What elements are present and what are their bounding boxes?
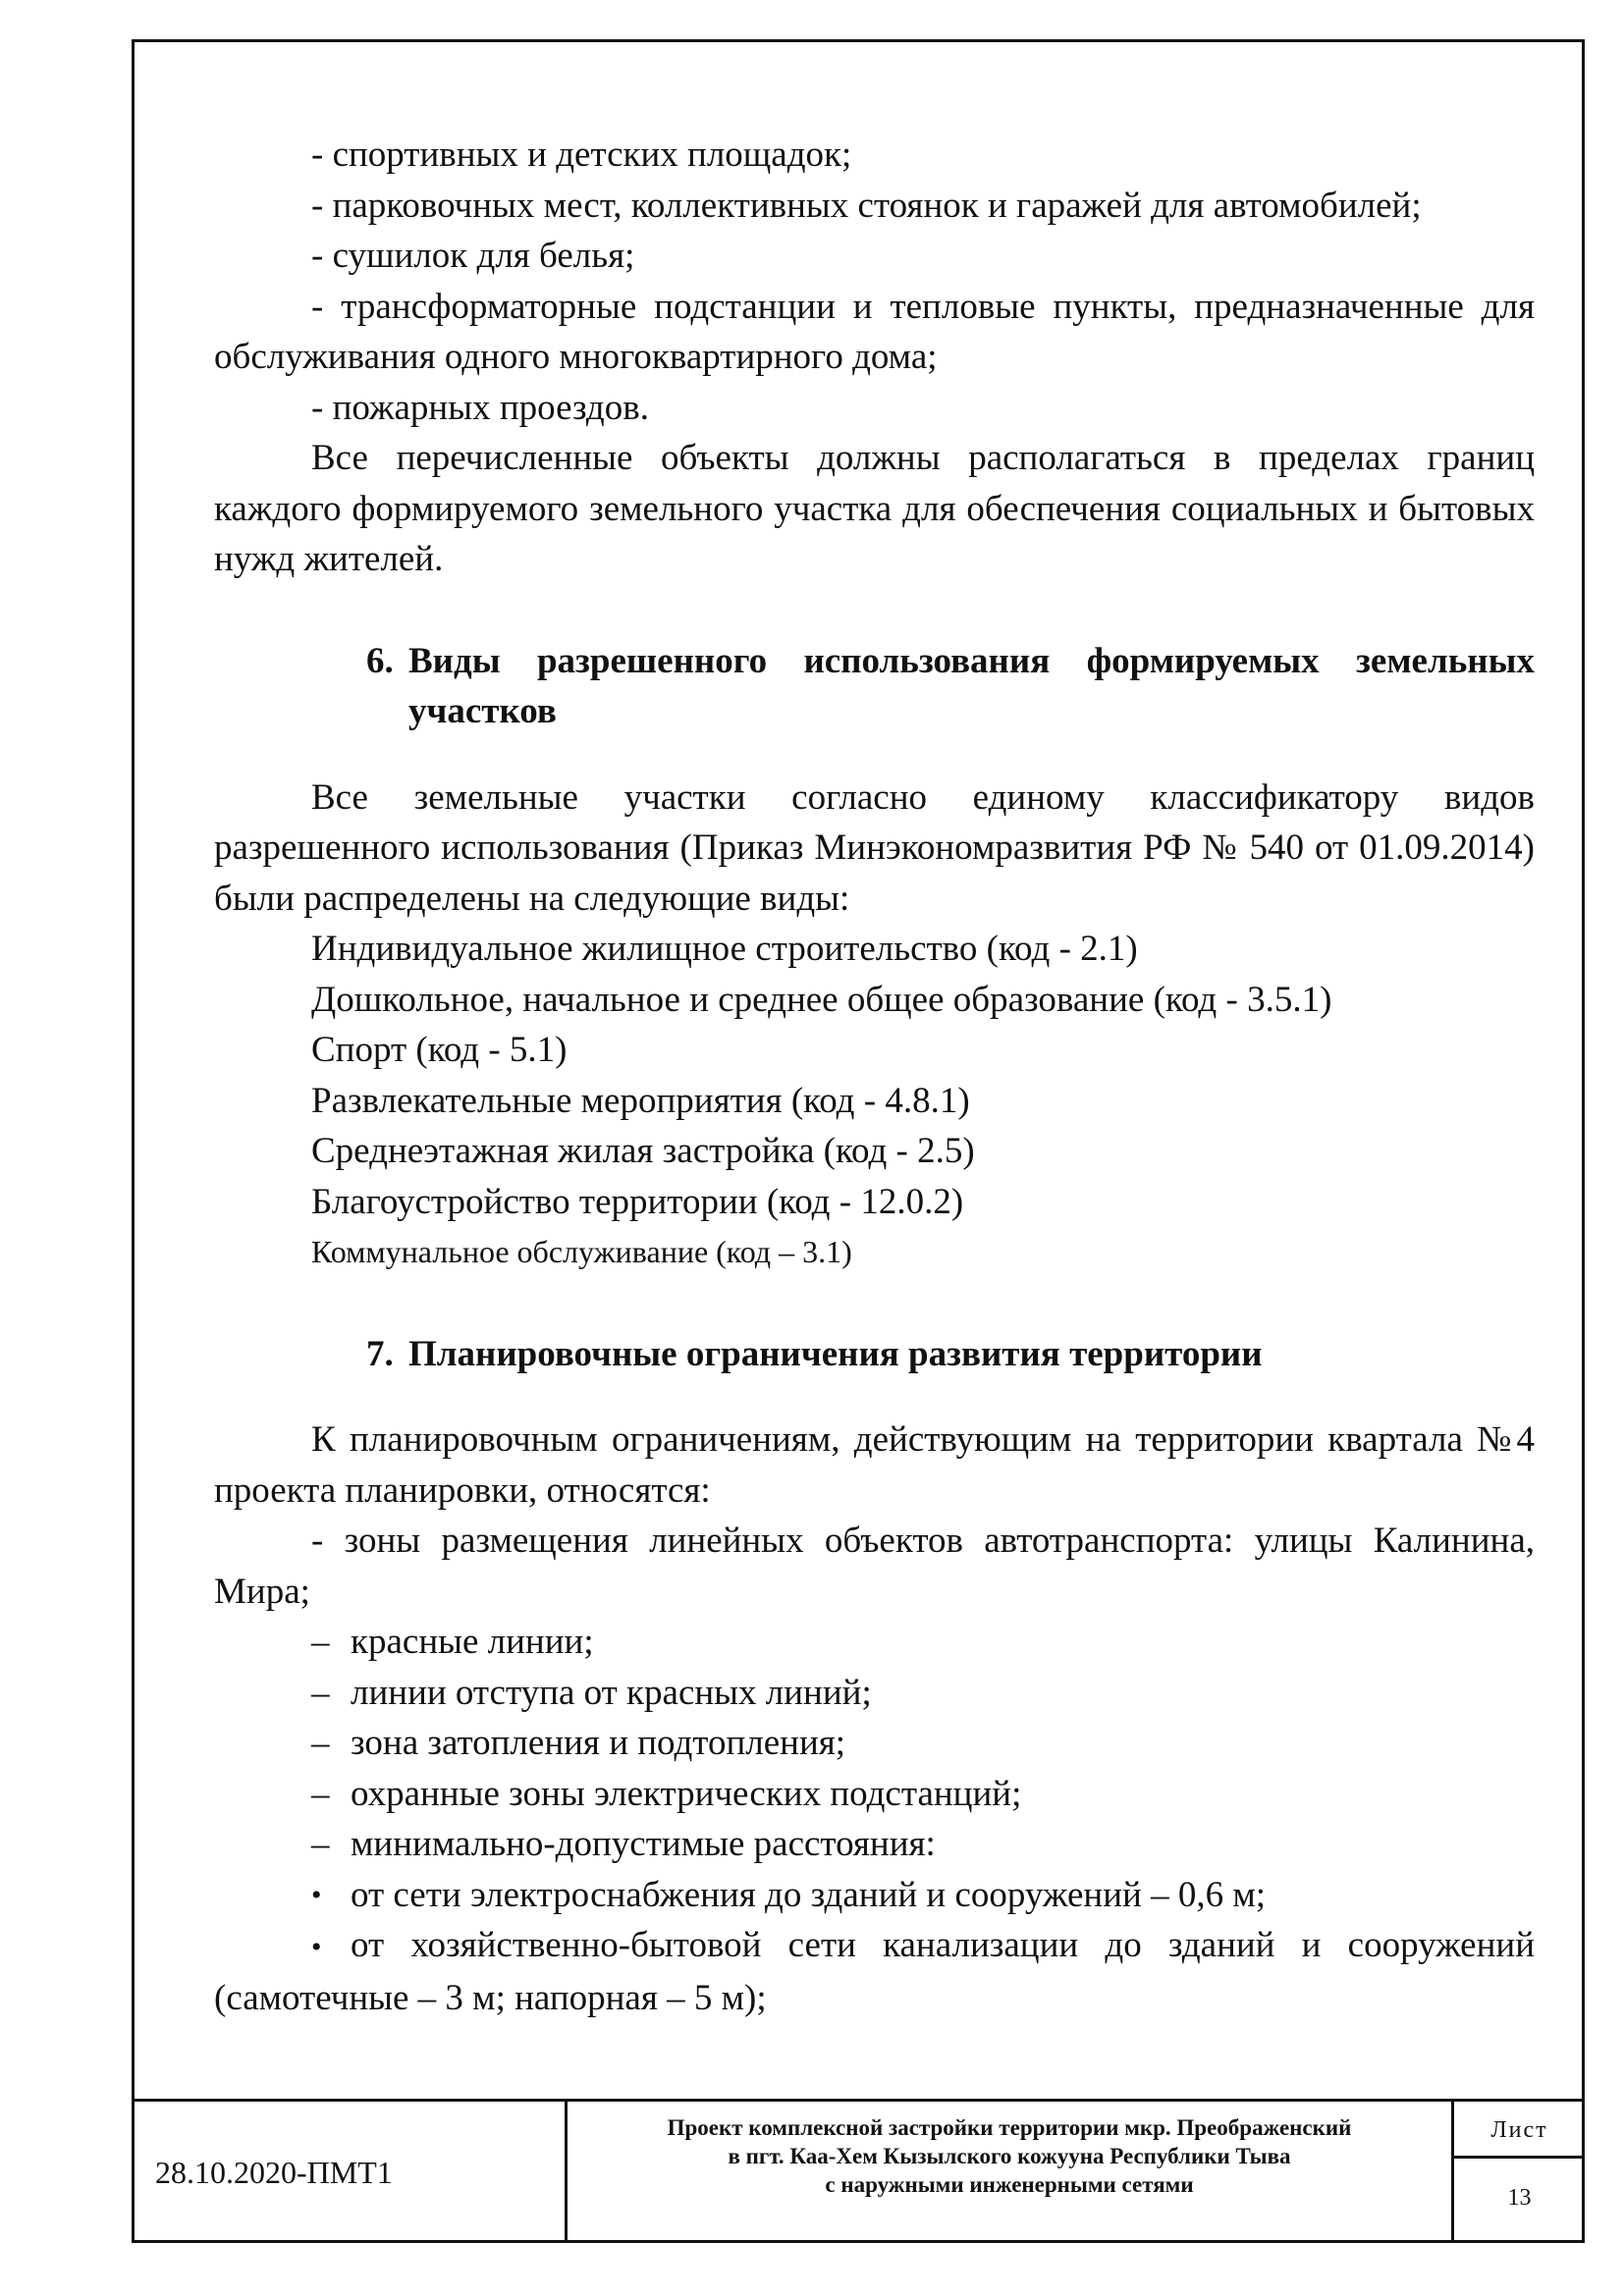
bullet-list-item: • от хозяйственно-бытовой сети канализации до зданий и сооружений (самотечные – 3 м; напорная – 5 м); (214, 1920, 1535, 2023)
section7-paragraph: К планировочным ограничениям, действующим на территории квартала №4 проекта планировки, относятся: (214, 1419, 1535, 1511)
list-item: - спортивных и детских площадок; (311, 134, 852, 175)
project-title-line: с наружными инженерными сетями (825, 2172, 1194, 2197)
use-item: Индивидуальное жилищное строительство (код - 2.1) (311, 929, 1138, 969)
dash-marker: – (311, 1773, 330, 1814)
dash-list-item: – минимально-допустимые расстояния: (214, 1819, 1535, 1870)
list-item-fire: - пожарных проездов. (311, 387, 649, 428)
title-block (132, 2099, 1585, 2243)
project-title (568, 2102, 1451, 2243)
dash-marker: – (311, 1824, 330, 1864)
dash-list-item: – красные линии; (214, 1617, 1535, 1668)
sheet-number: 13 (1507, 2185, 1532, 2211)
list-item: - парковочных мест, коллективных стоянок и гаражей для автомобилей; (311, 185, 1422, 226)
zones-item: - зоны размещения линейных объектов автотранспорта: улицы Калинина, Мира; (214, 1521, 1535, 1612)
dash-marker: – (311, 1723, 330, 1763)
dash-marker: – (311, 1622, 330, 1662)
intro-summary: Все перечисленные объекты должны располагаться в пределах границ каждого формируемого земельного участка для обеспечения социальных и бытовых нужд жителей. (214, 438, 1535, 579)
document-code: 28.10.2020-ПМТ1 (132, 2102, 568, 2243)
sheet-label: Лист (1454, 2102, 1585, 2159)
sheet-cell (1451, 2102, 1585, 2243)
use-item-last: Коммунальное обслуживание (код – 3.1) (311, 1234, 852, 1269)
section6-paragraph: Все земельные участки согласно единому классификатору видов разрешенного использования (Приказ Минэкономразвития РФ № 540 от 01.09.2014) были распределены на следующие виды: (214, 776, 1535, 919)
section6-heading (214, 636, 1535, 737)
use-item: Развлекательные мероприятия (код - 4.8.1) (311, 1080, 970, 1121)
use-item: Благоустройство территории (код - 12.0.2) (311, 1181, 964, 1222)
dash-list-item: – зона затопления и подтопления; (214, 1718, 1535, 1769)
section6-number: 6. (366, 640, 394, 681)
document-body (214, 130, 1535, 2023)
use-item: Среднеэтажная жилая застройка (код - 2.5) (311, 1131, 975, 1171)
list-item: - сушилок для белья; (311, 236, 635, 276)
dash-marker: – (311, 1672, 330, 1713)
section7-title: Планировочные ограничения развития территории (408, 1333, 1263, 1374)
section7-heading (214, 1329, 1535, 1380)
section6-title: Виды разрешенного использования формируемых земельных участков (408, 640, 1535, 731)
use-item: Дошкольное, начальное и среднее общее образование (код - 3.5.1) (311, 979, 1332, 1020)
bullet-marker: • (311, 1878, 322, 1911)
dash-list-item: – охранные зоны электрических подстанций; (214, 1769, 1535, 1820)
use-item: Спорт (код - 5.1) (311, 1030, 568, 1070)
bullet-list-item: • от сети электроснабжения до зданий и сооружений – 0,6 м; (214, 1870, 1535, 1921)
section7-number: 7. (366, 1333, 394, 1374)
list-item-transformer: - трансформаторные подстанции и тепловые пункты, предназначенные для обслуживания одного многоквартирного дома; (214, 286, 1535, 377)
project-title-line: Проект комплексной застройки территории мкр. Преображенский (667, 2115, 1352, 2140)
bullet-marker: • (311, 1931, 322, 1963)
project-title-line: в пгт. Каа-Хем Кызылского кожууна Республики Тыва (728, 2144, 1291, 2168)
dash-list-item: – линии отступа от красных линий; (214, 1668, 1535, 1719)
